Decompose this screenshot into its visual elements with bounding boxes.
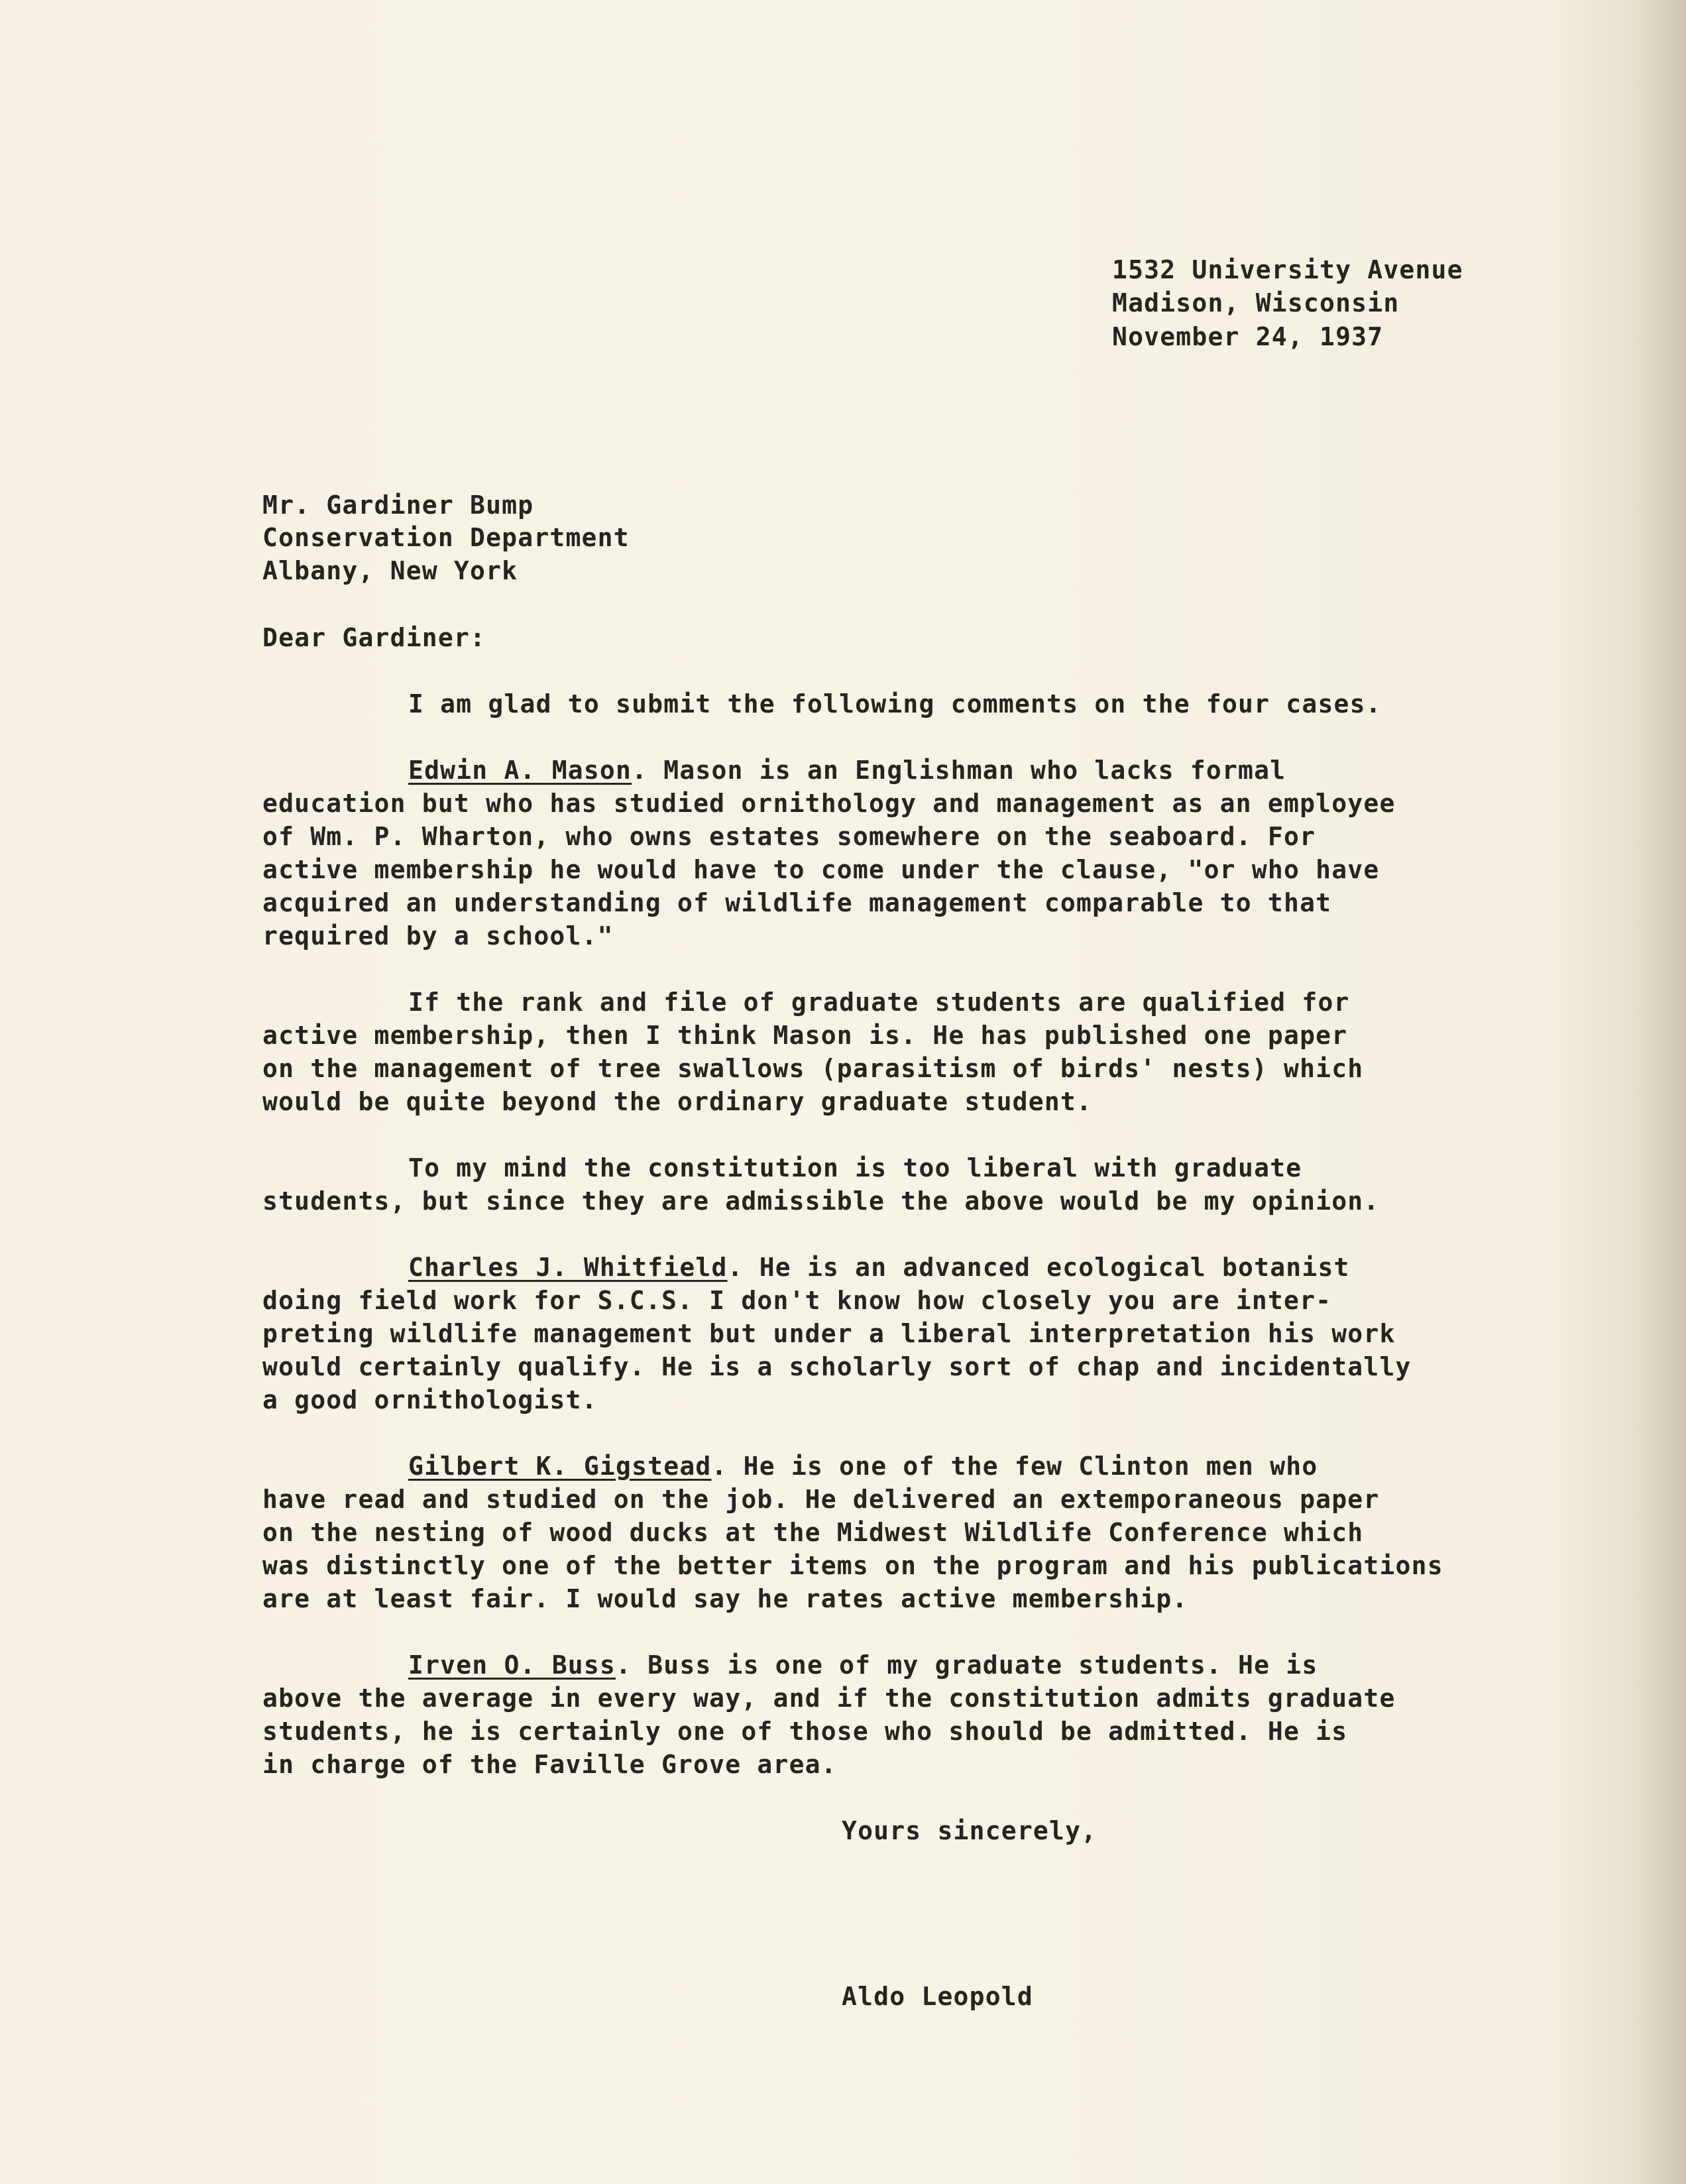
- case-mason-line-0: . Mason is an Englishman who lacks formal: [632, 756, 1286, 785]
- mason-followup-line-2: on the management of tree swallows (parasitism of birds' nests) which: [262, 1054, 1364, 1083]
- case-buss-line-0: . Buss is one of my graduate students. He is: [616, 1650, 1318, 1680]
- signature: Aldo Leopold: [842, 1982, 1033, 2011]
- case-whitfield-line-1: doing field work for S.C.S. I don't know how closely you are inter-: [262, 1286, 1332, 1315]
- case-gigstead-first-line: [408, 1450, 1318, 1483]
- case-buss-line-3: in charge of the Faville Grove area.: [262, 1750, 837, 1779]
- mason-followup-line-0: If the rank and file of graduate students are qualified for: [408, 988, 1350, 1017]
- case-whitfield-line-2: preting wildlife management but under a liberal interpretation his work: [262, 1319, 1396, 1348]
- case-mason-line-4: acquired an understanding of wildlife management comparable to that: [262, 888, 1332, 917]
- mason-followup-line-3: would be quite beyond the ordinary graduate student.: [262, 1087, 1093, 1116]
- recipient-department: Conservation Department: [262, 523, 630, 552]
- case-gigstead-line-3: was distinctly one of the better items on the program and his publications: [262, 1551, 1443, 1580]
- case-gigstead-line-1: have read and studied on the job. He delivered an extemporaneous paper: [262, 1485, 1380, 1514]
- case-buss-first-line: [408, 1648, 1318, 1682]
- case-name-buss: Irven O. Buss: [408, 1650, 616, 1680]
- return-city: Madison, Wisconsin: [1112, 288, 1400, 317]
- case-gigstead-line-0: . He is one of the few Clinton men who: [711, 1452, 1318, 1481]
- case-whitfield-first-line: [408, 1251, 1350, 1284]
- case-name-whitfield: Charles J. Whitfield: [408, 1253, 728, 1282]
- closing: Yours sincerely,: [842, 1816, 1097, 1845]
- case-name-gigstead: Gilbert K. Gigstead: [408, 1452, 712, 1481]
- case-buss-line-2: students, he is certainly one of those who should be admitted. He is: [262, 1717, 1348, 1746]
- mason-followup-line-1: active membership, then I think Mason is. He has published one paper: [262, 1021, 1348, 1050]
- constitution-line-0: To my mind the constitution is too liberal with graduate: [408, 1153, 1302, 1182]
- case-mason-line-3: active membership he would have to come under the clause, "or who have: [262, 855, 1380, 884]
- case-buss-line-1: above the average in every way, and if the constitution admits graduate: [262, 1684, 1396, 1713]
- case-whitfield-line-0: . He is an advanced ecological botanist: [727, 1253, 1350, 1282]
- case-mason-line-2: of Wm. P. Wharton, who owns estates somewhere on the seaboard. For: [262, 822, 1316, 851]
- case-whitfield-line-4: a good ornithologist.: [262, 1385, 598, 1414]
- constitution-line-1: students, but since they are admissible the above would be my opinion.: [262, 1186, 1380, 1216]
- return-street: 1532 University Avenue: [1112, 255, 1463, 284]
- case-mason-line-1: education but who has studied ornithology and management as an employee: [262, 789, 1396, 818]
- case-gigstead-line-4: are at least fair. I would say he rates active membership.: [262, 1584, 1188, 1613]
- recipient-name: Mr. Gardiner Bump: [262, 490, 534, 520]
- intro-paragraph: I am glad to submit the following comments on the four cases.: [408, 689, 1382, 718]
- paper-edge-shadow: [1646, 0, 1686, 2184]
- salutation: Dear Gardiner:: [262, 623, 486, 652]
- letter-date: November 24, 1937: [1112, 322, 1384, 351]
- case-mason-first-line: [408, 754, 1286, 787]
- case-whitfield-line-3: would certainly qualify. He is a scholarly sort of chap and incidentally: [262, 1352, 1412, 1381]
- case-gigstead-line-2: on the nesting of wood ducks at the Midwest Wildlife Conference which: [262, 1518, 1364, 1547]
- case-mason-line-5: required by a school.": [262, 921, 614, 950]
- recipient-city: Albany, New York: [262, 556, 518, 585]
- case-name-mason: Edwin A. Mason: [408, 756, 632, 785]
